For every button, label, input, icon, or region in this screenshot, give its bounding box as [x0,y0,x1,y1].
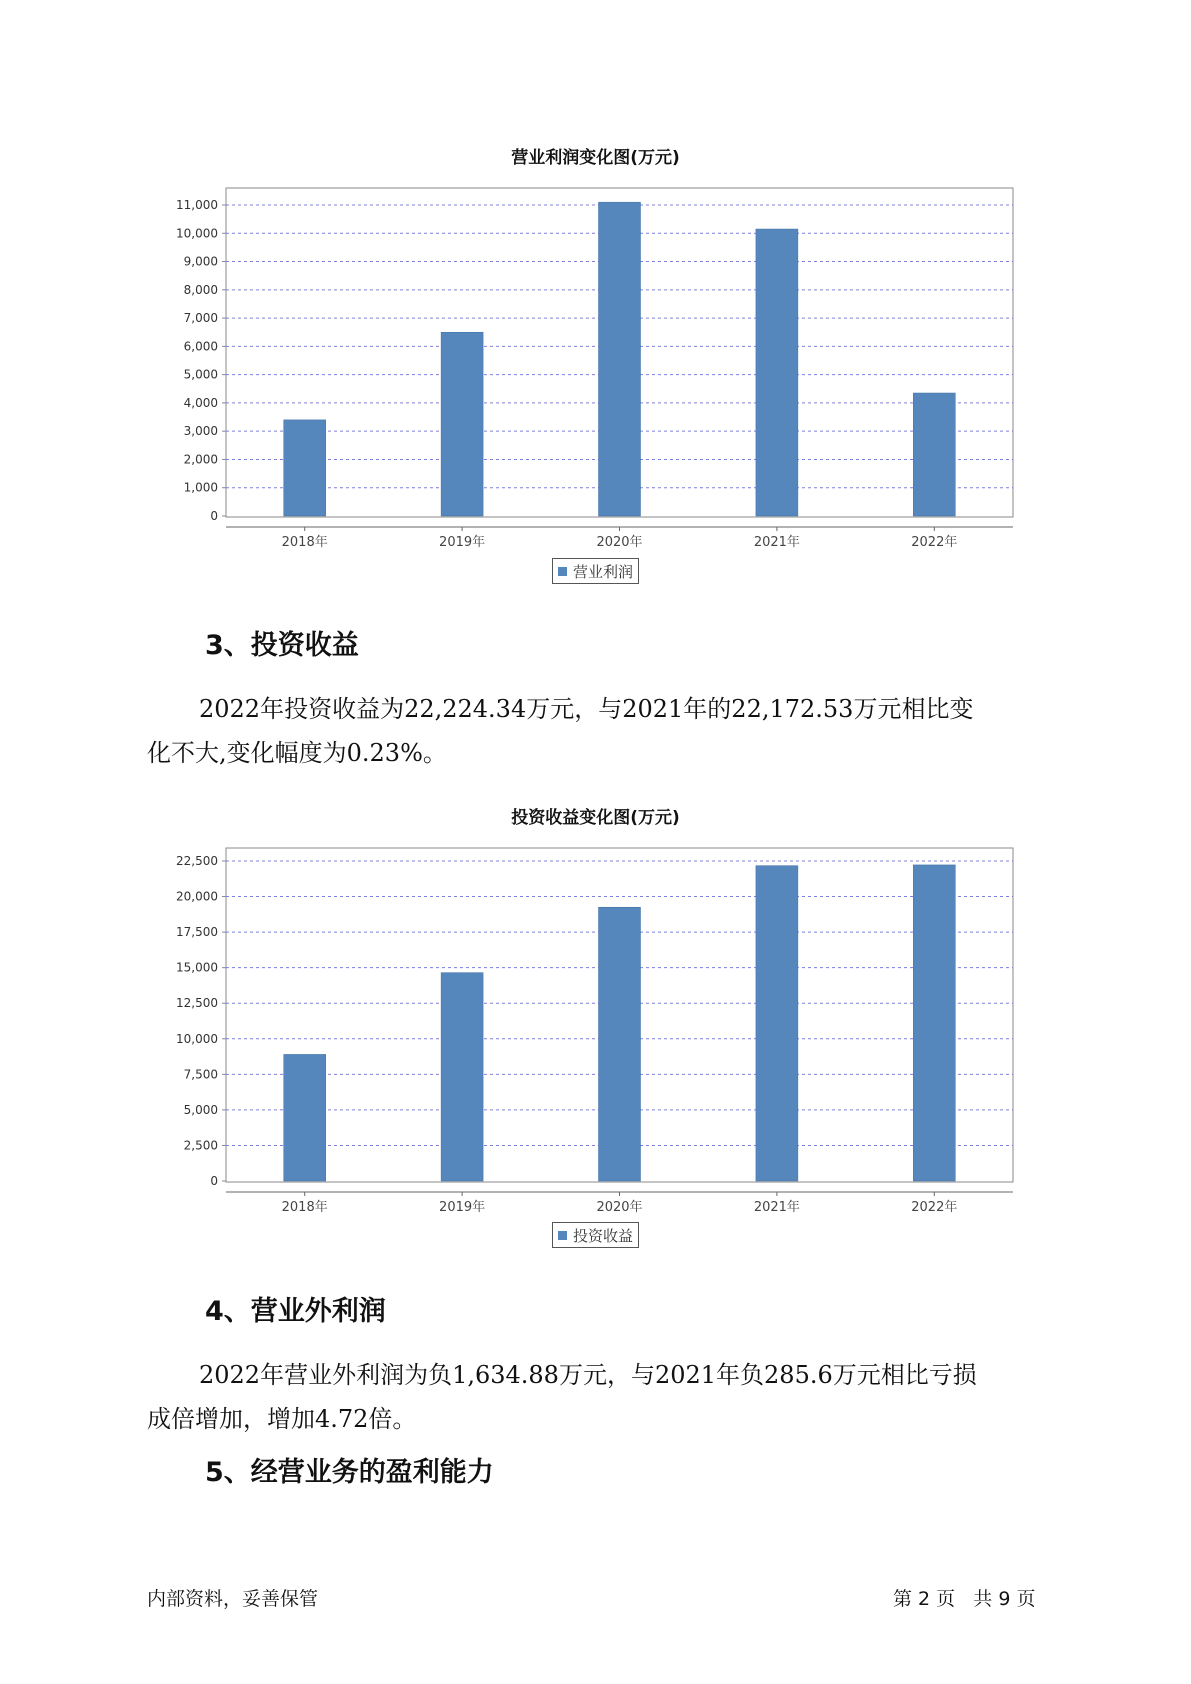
chart2-legend [552,1222,639,1248]
chart2-title: 投资收益变化图(万元) [511,808,680,828]
x-tick-label: 2019年 [439,535,486,550]
footer-confidential-note: 内部资料，妥善保管 [147,1588,319,1610]
non-operating-profit-paragraph [147,1353,1067,1441]
x-tick-label: 2018年 [281,1200,328,1215]
y-tick-label: 15,000 [176,960,218,975]
x-tick-label: 2018年 [281,535,328,550]
x-tick-label: 2021年 [753,535,800,550]
legend-swatch [558,1231,567,1240]
y-tick-label: 10,000 [176,226,218,241]
x-tick-label: 2022年 [911,535,958,550]
chart1-legend [552,558,639,584]
chart2-legend-label: 投资收益 [573,1226,634,1245]
y-tick-label: 20,000 [176,889,218,904]
section-heading-operating-profitability: 5、经营业务的盈利能力 [205,1457,494,1488]
y-tick-label: 7,500 [183,1067,218,1082]
y-tick-label: 2,500 [183,1138,218,1153]
investment-income-paragraph [147,687,1067,775]
paragraph-line: 2022年投资收益为22,224.34万元，与2021年的22,172.53万元相比变 [199,695,974,723]
y-tick-label: 10,000 [176,1031,218,1046]
bar [441,973,483,1181]
bar [756,866,798,1181]
bar [756,229,798,516]
y-tick-label: 22,500 [176,854,218,868]
y-tick-label: 17,500 [176,925,218,940]
operating-profit-chart [0,170,1191,550]
y-tick-label: 5,000 [183,367,218,382]
chart1-title: 营业利润变化图(万元) [511,148,680,168]
y-tick-label: 12,500 [176,996,218,1011]
x-tick-label: 2022年 [911,1200,958,1215]
footer-page-number: 第 2 页 共 9 页 [893,1588,1036,1610]
y-tick-label: 5,000 [183,1102,218,1117]
y-tick-label: 8,000 [183,282,218,297]
paragraph-line: 成倍增加，增加4.72倍。 [147,1405,417,1433]
y-tick-label: 2,000 [183,452,218,467]
y-tick-label: 1,000 [183,480,218,495]
x-tick-label: 2020年 [596,1200,643,1215]
y-tick-label: 11,000 [176,198,218,212]
section-heading-investment-income: 3、投资收益 [205,630,359,661]
bar [599,202,641,516]
legend-swatch [558,567,567,576]
y-tick-label: 0 [210,1174,218,1188]
bar [913,393,955,516]
bar [284,420,326,516]
x-tick-label: 2021年 [753,1200,800,1215]
paragraph-line: 2022年营业外利润为负1,634.88万元，与2021年负285.6万元相比亏损 [199,1361,977,1389]
bar [913,865,955,1181]
y-tick-label: 0 [210,509,218,523]
y-tick-label: 9,000 [183,254,218,269]
investment-income-chart [0,830,1191,1215]
y-tick-label: 7,000 [183,311,218,326]
bar [599,907,641,1181]
bar [284,1054,326,1181]
x-tick-label: 2019年 [439,1200,486,1215]
section-heading-non-operating-profit: 4、营业外利润 [205,1296,386,1327]
x-tick-label: 2020年 [596,535,643,550]
bar [441,332,483,516]
paragraph-line: 化不大,变化幅度为0.23%。 [147,739,447,767]
y-tick-label: 3,000 [183,424,218,439]
y-tick-label: 4,000 [183,395,218,410]
chart1-legend-label: 营业利润 [573,562,634,581]
y-tick-label: 6,000 [183,339,218,354]
